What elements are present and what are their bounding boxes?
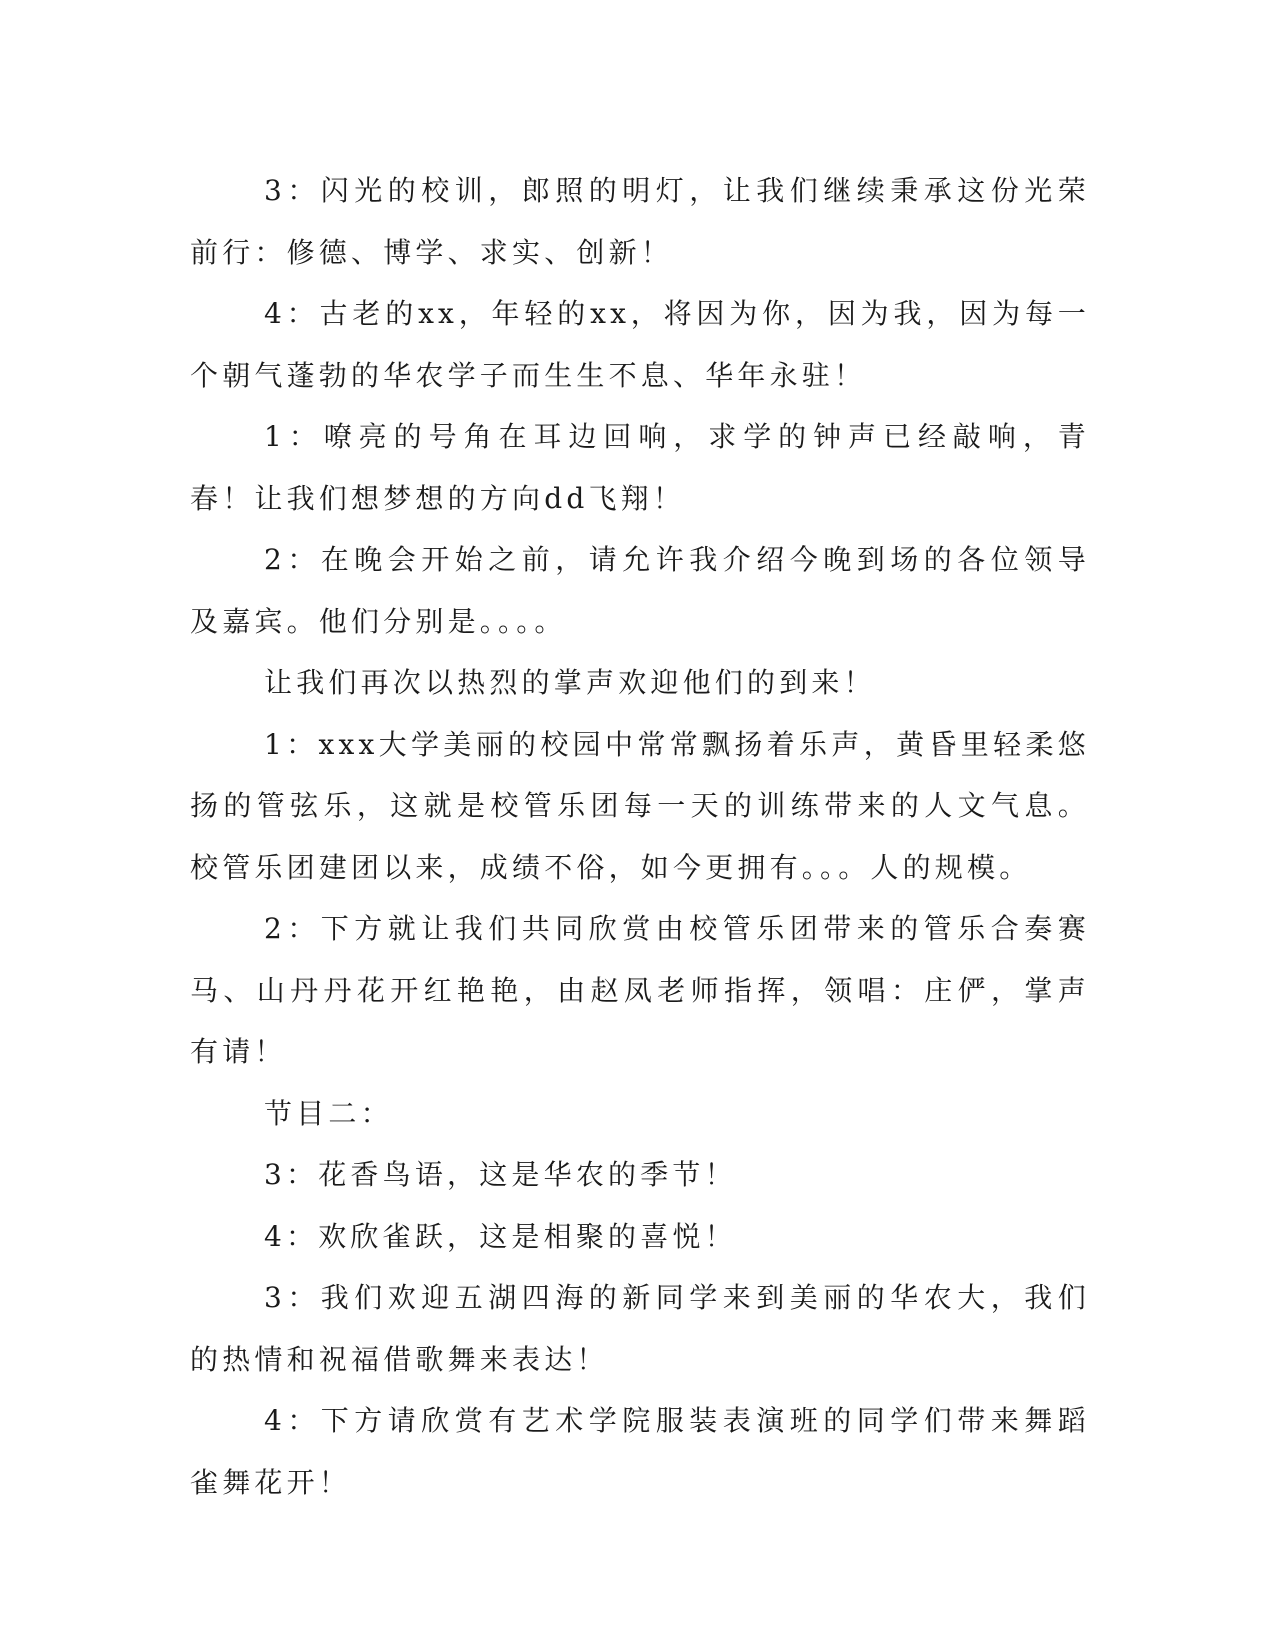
paragraph-11: 3：我们欢迎五湖四海的新同学来到美丽的华农大，我们的热情和祝福借歌舞来表达！: [190, 1281, 1090, 1376]
paragraph-7: 2：下方就让我们共同欣赏由校管乐团带来的管乐合奏赛马、山丹丹花开红艳艳，由赵凤老师指挥，领唱：庄俨，掌声有请！: [190, 912, 1090, 1068]
paragraph-6: 1：xxx大学美丽的校园中常常飘扬着乐声，黄昏里轻柔悠扬的管弦乐，这就是校管乐团每一天的训练带来的人文气息。校管乐团建团以来，成绩不俗，如今更拥有。。。人的规模。: [190, 727, 1090, 884]
paragraph-10: 4：欢欣雀跃，这是相聚的喜悦！: [264, 1219, 737, 1253]
paragraph-2: 4：古老的xx，年轻的xx，将因为你，因为我，因为每一个朝气蓬勃的华农学子而生生不息、华年永驻！: [190, 297, 1090, 392]
paragraph-1: 3：闪光的校训，郎照的明灯，让我们继续秉承这份光荣前行：修德、博学、求实、创新！: [190, 174, 1090, 269]
paragraph-5: 让我们再次以热烈的掌声欢迎他们的到来！: [264, 666, 876, 699]
paragraph-9: 3：花香鸟语，这是华农的季节！: [264, 1158, 737, 1191]
document-body: [190, 160, 1090, 1513]
paragraph-12: 4：下方请欣赏有艺术学院服装表演班的同学们带来舞蹈雀舞花开！: [190, 1404, 1090, 1499]
section-heading: 节目二：: [264, 1096, 393, 1130]
paragraph-3: 1：嘹亮的号角在耳边回响，求学的钟声已经敲响，青春！让我们想梦想的方向dd飞翔！: [190, 420, 1090, 515]
paragraph-4: 2：在晚会开始之前，请允许我介绍今晚到场的各位领导及嘉宾。他们分别是。。。。: [190, 543, 1090, 638]
